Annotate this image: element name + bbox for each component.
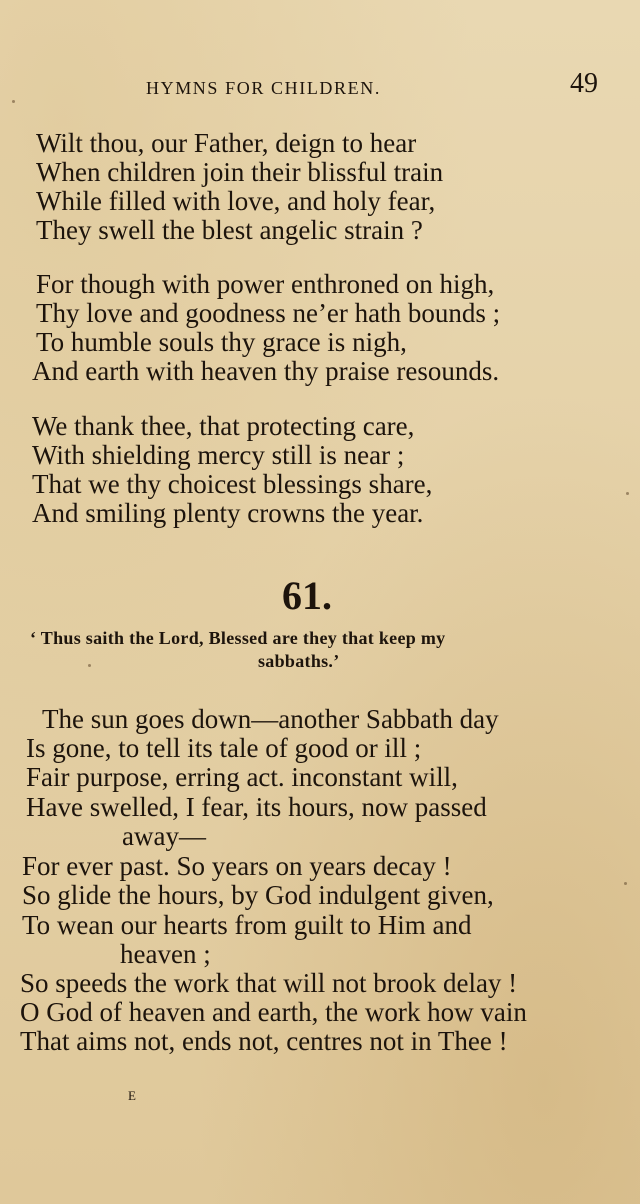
- running-title: HYMNS FOR CHILDREN.: [146, 78, 381, 98]
- page-number: 49: [570, 68, 598, 99]
- hymn-number: 61.: [282, 573, 332, 618]
- epigraph-line-2: sabbaths.’: [258, 651, 340, 671]
- paper-speck: [12, 100, 15, 103]
- stanza-3-line-1: We thank thee, that protecting care,: [32, 411, 415, 441]
- hymn-line-1: The sun goes down—another Sabbath day: [42, 704, 499, 734]
- stanza-1-line-2: When children join their blissful train: [36, 157, 444, 187]
- epigraph-line-1: ‘ Thus saith the Lord, Blessed are they that keep my: [30, 628, 446, 648]
- stanza-3-line-3: That we thy choicest blessings share,: [32, 469, 433, 499]
- paper-speck: [88, 664, 91, 667]
- hymn-line-3: Fair purpose, erring act. inconstant will,: [26, 762, 458, 792]
- stanza-1-line-4: They swell the blest angelic strain ?: [36, 215, 423, 245]
- hymn-line-4: Have swelled, I fear, its hours, now passed: [26, 792, 487, 822]
- stanza-3-line-2: With shielding mercy still is near ;: [32, 440, 405, 470]
- hymn-line-10: So speeds the work that will not brook delay !: [20, 968, 518, 998]
- stanza-2-line-4: And earth with heaven thy praise resounds.: [32, 356, 500, 386]
- stanza-2-line-2: Thy love and goodness ne’er hath bounds ;: [36, 298, 501, 328]
- hymn-line-7: So glide the hours, by God indulgent given,: [22, 880, 494, 910]
- hymn-line-2: Is gone, to tell its tale of good or ill ;: [26, 733, 422, 763]
- stanza-2-line-1: For though with power enthroned on high,: [36, 269, 495, 299]
- paper-speck: [624, 882, 627, 885]
- hymn-line-12: That aims not, ends not, centres not in Thee !: [20, 1026, 508, 1056]
- hymn-line-8: To wean our hearts from guilt to Him and: [22, 910, 472, 940]
- hymn-line-11: O God of heaven and earth, the work how vain: [20, 997, 527, 1027]
- hymn-line-5: away—: [122, 821, 206, 851]
- hymn-line-9: heaven ;: [120, 939, 211, 969]
- stanza-2-line-3: To humble souls thy grace is nigh,: [36, 327, 407, 357]
- page-header: [0, 68, 640, 102]
- stanza-1-line-1: Wilt thou, our Father, deign to hear: [36, 128, 417, 158]
- hymn-line-6: For ever past. So years on years decay !: [22, 851, 452, 881]
- paper-speck: [626, 492, 629, 495]
- stanza-3-line-4: And smiling plenty crowns the year.: [32, 498, 424, 528]
- stanza-1-line-3: While filled with love, and holy fear,: [36, 186, 436, 216]
- signature-mark: E: [128, 1088, 136, 1103]
